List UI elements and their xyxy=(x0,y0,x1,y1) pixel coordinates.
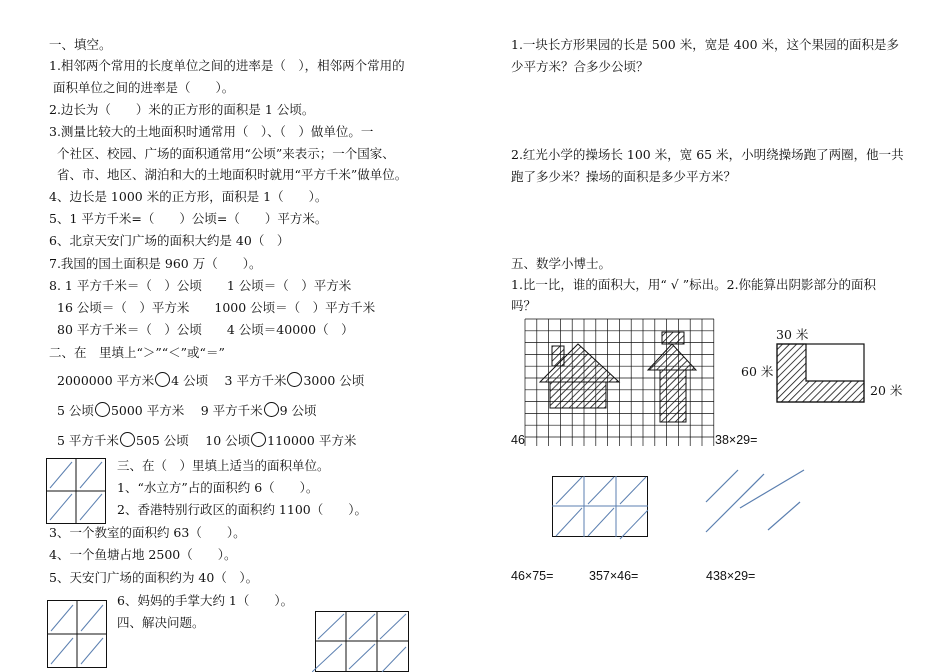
writing-grid-box-1 xyxy=(46,458,106,524)
section-3-q6: 6、妈妈的手掌大约 1（ ）。 xyxy=(117,593,294,608)
question-8-line-a: 8. 1 平方千米＝（ ）公顷 1 公顷＝（ ）平方米 xyxy=(49,278,352,293)
question-4: 4、边长是 1000 米的正方形，面积是 1（ ）。 xyxy=(49,189,328,204)
compare-circle-icon[interactable] xyxy=(155,372,170,387)
house-body-shape xyxy=(550,382,606,408)
compare-3-mid: 505 公顷 10 公顷 xyxy=(135,433,251,448)
compare-3-right: 110000 平方米 xyxy=(267,433,357,448)
compare-circle-icon[interactable] xyxy=(287,372,302,387)
problem-2-line-b: 跑了多少米？操场的面积是多少平方米？ xyxy=(511,169,737,184)
question-6: 6、北京天安门广场的面积大约是 40（ ） xyxy=(49,233,290,248)
compare-circle-icon[interactable] xyxy=(264,402,279,417)
question-1-line-a: 1.相邻两个常用的长度单位之间的进率是（ ），相邻两个常用的 xyxy=(49,58,405,73)
compare-1-mid: 4 公顷 3 平方千米 xyxy=(171,373,287,388)
compare-2-left: 5 公顷 xyxy=(57,403,94,418)
compare-row-3 xyxy=(57,432,356,449)
compare-row-1 xyxy=(57,372,364,389)
compare-circle-icon[interactable] xyxy=(95,402,110,417)
question-3-line-b: 个社区、校园、广场的面积通常用“公顷”来表示；一个国家、 xyxy=(57,146,395,161)
question-3-line-a: 3.测量比较大的土地面积时通常用（ ）、（ ）做单位。一 xyxy=(49,124,374,139)
compare-1-right: 3000 公顷 xyxy=(303,373,365,388)
compare-row-2 xyxy=(57,402,317,419)
section-2-title: 二、在 里填上“＞”“＜”或“＝” xyxy=(49,345,225,360)
compare-2-mid: 5000 平方米 9 平方千米 xyxy=(110,403,263,418)
writing-grid-box-3 xyxy=(312,611,410,672)
calc-46x75: 46×75= xyxy=(511,569,554,583)
writing-grid-box-4 xyxy=(550,474,652,540)
grid-figure-house-arrow xyxy=(524,318,718,448)
section-5-title: 五、数学小博士。 xyxy=(511,256,612,271)
house-chimney-shape xyxy=(552,346,564,366)
dimension-60m: 60 米 xyxy=(741,364,774,379)
compare-1-left: 2000000 平方米 xyxy=(57,373,155,388)
arrow-top-shape xyxy=(662,332,684,344)
calc-38x29: 38×29= xyxy=(715,433,758,447)
question-8-line-c: 80 平方千米＝（ ）公顷 4 公顷＝40000（ ） xyxy=(57,322,354,337)
section-5-q1-line-b: 吗？ xyxy=(511,298,537,313)
question-3-line-c: 省、市、地区、湖泊和大的土地面积时就用“平方千米”做单位。 xyxy=(57,167,408,182)
problem-1-line-b: 少平方米？合多少公顷？ xyxy=(511,59,649,74)
question-7: 7.我国的国土面积是 960 万（ ）。 xyxy=(49,256,262,271)
problem-1-line-a: 1.一块长方形果园的长是 500 米，宽是 400 米，这个果园的面积是多 xyxy=(511,37,900,52)
arrow-head-shape xyxy=(648,344,696,370)
question-8-line-b: 16 公顷＝（ ）平方米 1000 公顷＝（ ）平方千米 xyxy=(57,300,376,315)
question-1-line-b: 面积单位之间的进率是（ ）。 xyxy=(53,80,235,95)
question-2: 2.边长为（ ）米的正方形的面积是 1 公顷。 xyxy=(49,102,315,117)
section-3-q2: 2、香港特别行政区的面积约 1100（ ）。 xyxy=(117,502,367,517)
section-3-q5: 5、天安门广场的面积约为 40（ ）。 xyxy=(49,570,259,585)
l-shape-figure xyxy=(776,343,866,405)
calc-357x46: 357×46= xyxy=(589,569,639,583)
section-4-title: 四、解决问题。 xyxy=(117,615,205,630)
section-3-title: 三、在（ ）里填上适当的面积单位。 xyxy=(117,458,330,473)
dimension-20m: 20 米 xyxy=(870,383,903,398)
section-3-q3: 3、一个教室的面积约 63（ ）。 xyxy=(49,525,246,540)
compare-circle-icon[interactable] xyxy=(251,432,266,447)
section-1-title: 一、填空。 xyxy=(49,37,112,52)
dimension-30m: 30 米 xyxy=(776,327,809,342)
pencil-strokes xyxy=(702,468,808,536)
arrow-shaft-shape xyxy=(660,370,686,422)
section-3-q4: 4、一个鱼塘占地 2500（ ）。 xyxy=(49,547,237,562)
writing-grid-box-2 xyxy=(47,600,107,668)
calc-46: 46 xyxy=(511,433,525,447)
problem-2-line-a: 2.红光小学的操场长 100 米，宽 65 米，小明绕操场跑了两圈，他一共 xyxy=(511,147,904,162)
section-5-q1-line-a: 1.比一比，谁的面积大，用“ √ ”标出。2.你能算出阴影部分的面积 xyxy=(511,277,877,292)
compare-3-left: 5 平方千米 xyxy=(57,433,119,448)
compare-circle-icon[interactable] xyxy=(120,432,135,447)
calc-438x29: 438×29= xyxy=(706,569,756,583)
section-3-q1: 1、“水立方”占的面积约 6（ ）。 xyxy=(117,480,319,495)
question-5: 5、1 平方千米=（ ）公顷=（ ）平方米。 xyxy=(49,211,328,226)
compare-2-right: 9 公顷 xyxy=(279,403,317,418)
